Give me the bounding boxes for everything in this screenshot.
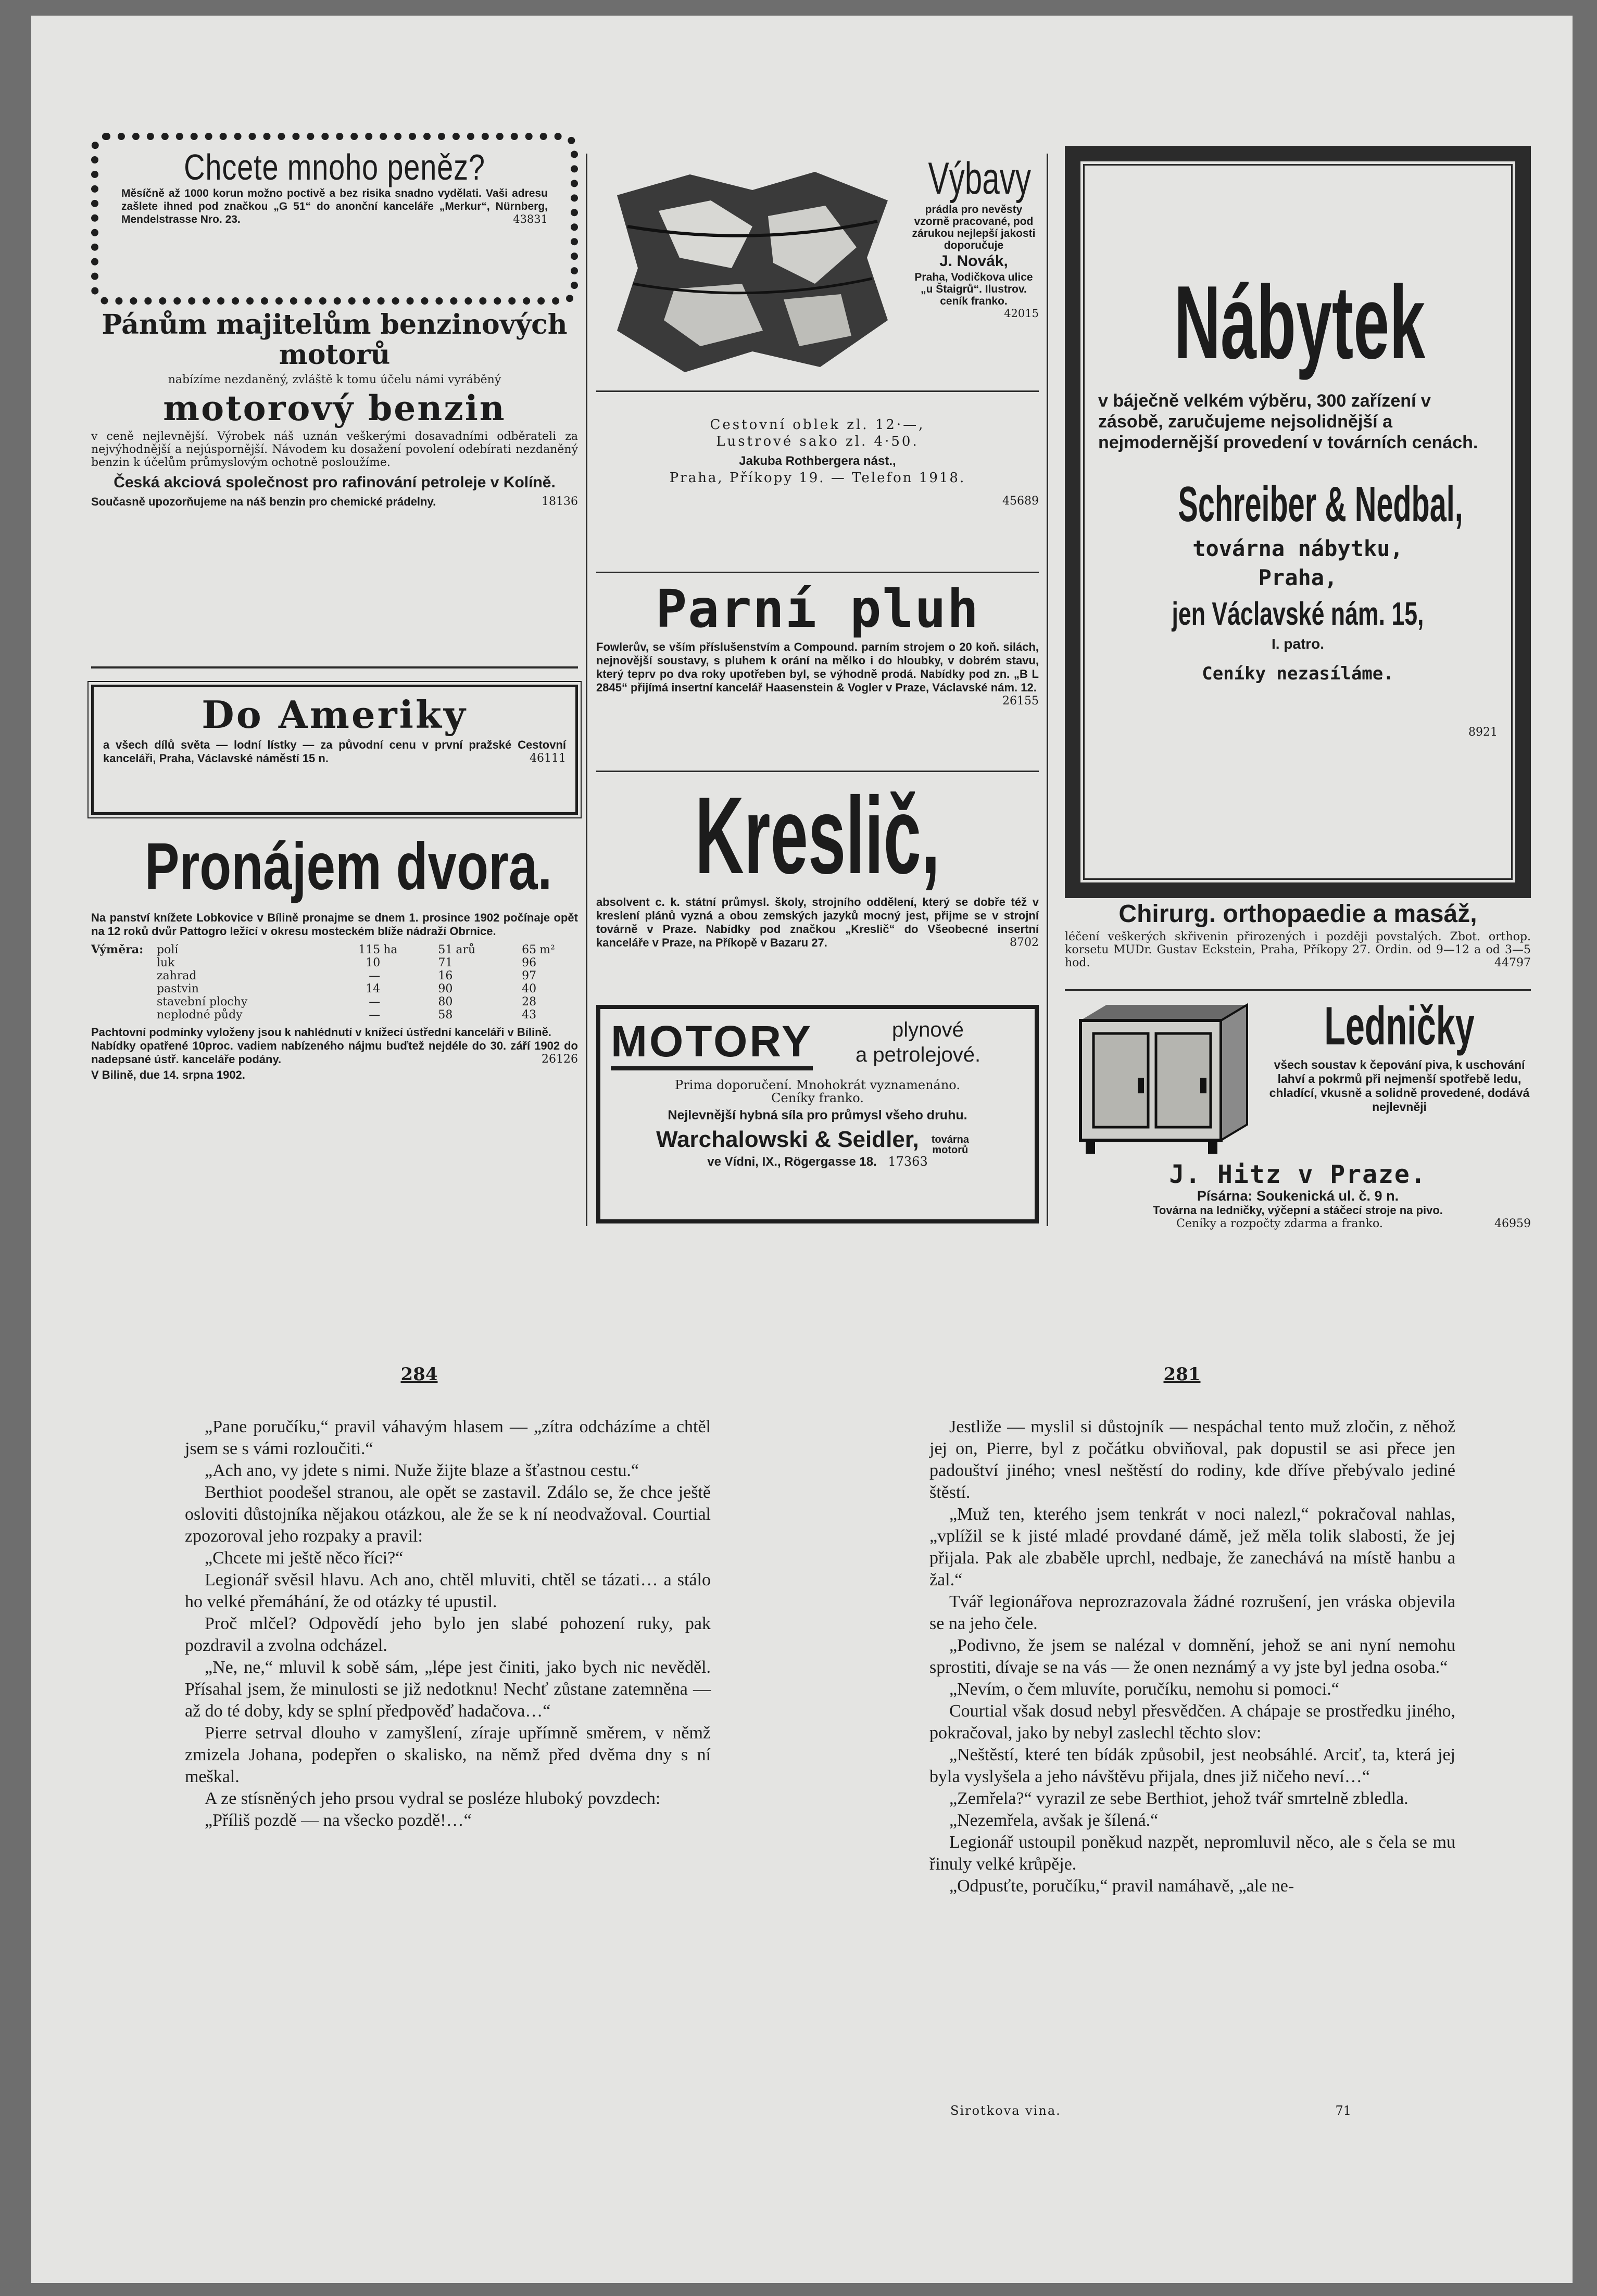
ad-motory-line1: Prima doporučení. Mnohokrát vyznamenáno. — [675, 1078, 960, 1092]
ad-nabytek-sub: továrna nábytku, — [1192, 536, 1403, 561]
ad-lednicky-shop: Písárna: Soukenická ul. č. 9 n. — [1197, 1188, 1399, 1204]
ad-lednicky — [1065, 994, 1531, 1230]
ad-dvur-row-name: luk — [157, 956, 175, 969]
ad-motory-title: MOTORY — [611, 1016, 813, 1070]
ad-dvur-label: Výměra: — [91, 943, 144, 956]
divider — [1065, 989, 1531, 991]
ad-dvur-cell — [456, 982, 503, 995]
paragraph: „Muž ten, kterého jsem tenkrát v noci nalezl,“ pokračoval nahlas, „vplížil se k jisté mladé provdané dámě, jež měla tolik slabosti, že jej přijala. Pak ale zbaběle uprchl, nedbaje, že zanechává na místě hanbu a žal.“ — [929, 1505, 1455, 1589]
ad-dvur-row-ha: 10 — [366, 956, 381, 969]
ad-vybavy-body: prádla pro nevěsty vzorně pracované, pod zárukou nejlepší jakosti doporučuje — [912, 204, 1036, 251]
ad-kreslic-title: Kreslič, — [695, 774, 940, 897]
ad-dvur-ref: 26126 — [542, 1053, 578, 1066]
ad-pluh-ref: 26155 — [1002, 695, 1039, 708]
ad-dvur-cell — [383, 995, 419, 1008]
ad-motory-box — [596, 1005, 1039, 1223]
ad-lednicky-company: J. Hitz v Praze. — [1169, 1160, 1427, 1189]
ad-benzin-company: Česká akciová společnost pro rafinování petroleje v Kolíně. — [114, 474, 556, 491]
ad-dvur-footer2: Nabídky opatřené 10proc. vadiem nabízeného nájmu buďtež nejdéle do 30. září 1902 do nadepsané ústř. kanceláře podány. — [91, 1039, 578, 1066]
ad-dvur-cell — [383, 956, 419, 969]
paragraph: Legionář svěsil hlavu. Ach ano, chtěl mluviti, chtěl se tázati… a stálo ho velké přemáhání, že od otázky té upustil. — [185, 1570, 711, 1611]
icebox-illustration — [1065, 1000, 1263, 1156]
ad-dvur-row-ha: 14 — [366, 982, 381, 995]
paragraph: Jestliže — myslil si důstojník — nespáchal tento muž zločin, z něhož jej on, Pierre, byl z počátku obviňoval, pak dopustil se asi přece jen padouštví jiného; vnesl neštěstí do rodiny, kde dříve přebývalo jediné štěstí. — [929, 1417, 1455, 1502]
paragraph: „Zemřela?“ vyrazil ze sebe Berthiot, jehož tvář smrtelně zbledla. — [949, 1789, 1409, 1808]
ad-dvur-row-m: 96 — [522, 956, 537, 969]
paragraph: A ze stísněných jeho prsou vydral se posléze hluboký povzdech: — [205, 1789, 661, 1808]
ad-dvur-row-ha: — — [369, 1008, 381, 1021]
ad-dvur-row — [91, 969, 578, 982]
ad-dvur-row — [91, 943, 578, 956]
ad-dvur-body: Na panství knížete Lobkovice v Bílině pronajme se dnem 1. prosince 1902 počínaje opět na 12 roků dvůr Pattogro ležící v okresu mosteckém blíže nádraží Obrnice. — [91, 911, 578, 938]
ad-kreslic-body: absolvent c. k. státní průmysl. školy, strojního oddělení, který se dobře též v kreslení plánů vyzná a obou zemských jazyků mocný jest, přijme se v strojní továrně v Praze. Nabídky pod značkou „Kreslič“ do Všeobecné insertní kanceláře v Praze, na Příkopě v Bazaru 27. — [596, 895, 1039, 949]
ad-dvur-cell — [456, 1008, 503, 1021]
paragraph: „Chcete mi ještě něco říci?“ — [205, 1548, 404, 1568]
ad-dvur-row-name: polí — [157, 943, 179, 956]
ad-chirurg — [1065, 898, 1531, 992]
ad-motory-line3: Nejlevnější hybná síla pro průmysl všeho druhu. — [668, 1108, 967, 1122]
ad-money-title: Chcete mnoho peněz? — [184, 147, 485, 187]
ad-dvur-cell — [91, 956, 157, 969]
ad-dvur-cell — [456, 956, 503, 969]
ad-dvur-cell — [91, 969, 157, 982]
ad-dvur-cell — [539, 969, 578, 982]
book-right-footer-title: Sirotkova vina. — [950, 2103, 1061, 2118]
ad-dvur-cell — [383, 982, 419, 995]
ad-oblek-ref: 45689 — [1002, 495, 1039, 508]
ad-motory-company: Warchalowski & Seidler, — [656, 1127, 919, 1152]
ad-dvur-cell — [456, 995, 503, 1008]
ad-dvur-cell — [456, 969, 503, 982]
ad-dvur-row-ha: 115 — [358, 943, 381, 956]
ad-lednicky-ref: 46959 — [1494, 1217, 1531, 1230]
ad-vybavy-addr: Praha, Vodičkova ulice „u Štaigrů“. Ilustrov. ceník franko. — [914, 271, 1033, 307]
ad-dvur-unit: arů — [456, 943, 476, 956]
paragraph: „Pane poručíku,“ pravil váhavým hlasem — „zítra odcházíme a chtěl jsem se s vámi rozloučiti.“ — [185, 1417, 711, 1458]
ad-dvur-unit: m² — [539, 943, 555, 956]
ad-benzin-body: v ceně nejlevnější. Výrobek náš uznán veškerými dosavadními odběrateli za nejvýhodnější a nejúspornější. Návodem ku dosažení povolení odebírati nezdaněný benzin k účelům průmyslovým ochotně posloužíme. — [91, 430, 578, 469]
ad-dvur-row-ar: 71 — [438, 956, 453, 969]
ad-dvur-row-ar: 58 — [438, 1008, 453, 1021]
ad-dvur-sign: V Bilině, due 14. srpna 1902. — [91, 1068, 245, 1081]
ad-money-body: Měsíčně až 1000 korun možno poctivě a bez risika snadno vydělati. Vaši adresu zašlete ihned pod značkou „G 51“ do anonční kanceláře „Merkur“, Nürnberg, Mendelstrasse Nro. 23. — [121, 187, 548, 225]
paragraph: „Ach ano, vy jdete s nimi. Nuže žijte blaze a šťastnou cestu.“ — [205, 1461, 639, 1480]
ad-motory-addr: ve Vídni, IX., Rögergasse 18. — [707, 1154, 877, 1169]
ad-dvur-cell — [539, 995, 578, 1008]
paragraph: „Neštěstí, které ten bídák způsobil, jest neobsáhlé. Arciť, ta, která jej byla vyslyšela a jeho návštěvu přijala, dnes již ničeho neví…“ — [929, 1745, 1455, 1786]
ad-benzin-title: Pánům majitelům benzinových motorů — [102, 309, 568, 371]
ad-dvur-row-ar: 80 — [438, 995, 453, 1008]
ad-oblek-line2: Lustrové sako zl. 4·50. — [716, 434, 919, 449]
paragraph: „Odpusťte, poručíku,“ pravil namáhavě, „ale ne- — [949, 1876, 1294, 1896]
ad-vybavy-title: Výbavy — [928, 154, 1031, 204]
book-left-text — [185, 1416, 711, 1832]
paragraph: Legionář ustoupil poněkud nazpět, nepromluvil něco, ale s čela se mu řinuly velké krůpěje. — [929, 1833, 1455, 1874]
ad-vybavy — [596, 154, 1039, 388]
ad-kreslic-ref: 8702 — [1010, 936, 1039, 949]
ad-chirurg-body: léčení veškerých skřivenin přirozených i později povstalých. Zbot. orthop. korsetu MUDr. Gustav Eckstein, Praha, Příkopy 27. Ordin. od 9—12 a od 3—5 hod. — [1065, 930, 1531, 969]
ad-pluh-title: Parní pluh — [655, 578, 980, 639]
ad-dvur-row — [91, 1008, 578, 1021]
ad-dvur-cell — [91, 982, 157, 995]
ad-dvur-row-m: 97 — [522, 969, 537, 982]
ad-dvur-row-name: pastvin — [157, 982, 199, 995]
ad-benzin — [91, 310, 578, 674]
ad-oblek-line1: Cestovní oblek zl. 12·—, — [710, 417, 925, 433]
paragraph: „Příliš pozdě — na všecko pozdě!…“ — [205, 1811, 472, 1830]
ad-dvur-cell — [539, 1008, 578, 1021]
ad-nabytek-addr: jen Václavské nám. 15, — [1172, 596, 1424, 632]
ad-dvur — [91, 828, 578, 1239]
ad-amerika-body: a všech dílů světa — lodní lístky — za původní cenu v první pražské Cestovní kanceláři, Praha, Václavské náměstí 15 n. — [103, 738, 566, 765]
ad-motory-sub1: plynové — [892, 1018, 964, 1041]
ad-dvur-row-ha: — — [369, 969, 381, 982]
book-left-page-number: 284 — [400, 1364, 438, 1385]
ad-nabytek-box — [1065, 146, 1531, 898]
ad-dvur-cell — [383, 969, 419, 982]
divider — [91, 666, 578, 668]
ad-dvur-row-name: stavební plochy — [157, 995, 248, 1008]
ad-dvur-row-ha: — — [369, 995, 381, 1008]
ad-dvur-row-m: 40 — [522, 982, 537, 995]
ad-nabytek-note: Ceníky nezasíláme. — [1202, 663, 1394, 684]
ad-dvur-title: Pronájem dvora. — [144, 829, 552, 904]
ad-nabytek-city: Praha, — [1258, 565, 1338, 590]
ad-chirurg-title: Chirurg. orthopaedie a masáž, — [1118, 900, 1477, 928]
column-rule — [1047, 154, 1048, 1226]
ad-dvur-row — [91, 956, 578, 969]
book-right-page-number: 281 — [1163, 1364, 1201, 1385]
divider — [596, 771, 1039, 772]
ad-dvur-cell — [383, 1008, 419, 1021]
ad-motory-ref: 17363 — [888, 1154, 928, 1169]
ad-dvur-cell — [91, 1008, 157, 1021]
ad-pluh — [596, 578, 1039, 771]
ad-motory-line2: Ceníky franko. — [771, 1091, 864, 1105]
ad-amerika-box — [91, 685, 578, 815]
column-rule — [586, 154, 587, 1226]
ad-vybavy-ref: 42015 — [1004, 307, 1039, 320]
ad-nabytek-body: v báječně velkém výběru, 300 zařízení v zásobě, zaručujeme nejsolidnější a nejmodernější provedení v továrních cenách. — [1098, 391, 1478, 452]
ad-dvur-footer1: Pachtovní podmínky vyloženy jsou k nahlédnutí v knížecí ústřední kanceláři v Bílině. — [91, 1026, 551, 1039]
ad-oblek-company: Jakuba Rothbergera nást., — [739, 454, 896, 468]
ad-benzin-intro: nabízíme nezdaněný, zvláště k tomu účelu námi vyráběný — [168, 373, 501, 386]
ad-dvur-row-name: zahrad — [157, 969, 197, 982]
ad-dvur-row-m: 43 — [522, 1008, 537, 1021]
ad-dvur-row-ar: 16 — [438, 969, 453, 982]
ad-benzin-product: motorový benzin — [163, 388, 506, 428]
paragraph: Pierre setrval dlouho v zamyšlení, zíraje upřímně směrem, v němž zmizela Johana, podepřen o skalisko, na němž před dvěma dny s ní meškal. — [185, 1723, 711, 1786]
ad-dvur-cell — [539, 982, 578, 995]
ad-benzin-ref: 18136 — [542, 495, 578, 508]
ad-pluh-body: Fowlerův, se vším příslušenstvím a Compound. parním strojem o 20 koň. silách, nejnovější soustavy, s pluhem k orání na mělko i do hloubky, v dobrém stavu, který teprv po dva roky upotřeben byl, se výhodně prodá. Nabídky pod zn. „B L 2845“ přijímá insertní kancelář Haasenstein & Vogler v Praze, Václavské nám. 12. — [596, 640, 1039, 694]
paragraph: Tvář legionářova neprozrazovala žádné rozrušení, jen vráska objevila se na jeho čele. — [929, 1592, 1455, 1633]
ad-chirurg-ref: 44797 — [1494, 956, 1531, 969]
paragraph: „Nezemřela, avšak je šílená.“ — [949, 1811, 1159, 1830]
ad-money-ref: 43831 — [513, 213, 548, 225]
ad-kreslic — [596, 776, 1039, 994]
ad-dvur-row-m: 65 — [522, 943, 537, 956]
paragraph: „Ne, ne,“ mluvil k sobě sám, „lépe jest činiti, jako bych nic nevěděl. Přísahal jsem, že minulosti se již nedotknu! Nechť zůstane zatemněna — až do té doby, kdy se splní předpověď hadačova…“ — [185, 1658, 711, 1721]
ad-motory-sub2: a petrolejové. — [856, 1043, 981, 1066]
ad-nabytek-company: Schreiber & Nedbal, — [1178, 476, 1463, 532]
divider — [596, 390, 1039, 392]
ad-amerika-title: Do Ameriky — [202, 692, 468, 737]
ad-lednicky-factory: Továrna na ledničky, výčepní a stáčecí stroje na pivo. — [1153, 1204, 1443, 1217]
ad-dvur-cell — [91, 995, 157, 1008]
newspaper-page — [31, 16, 1573, 2283]
ad-dvur-unit: ha — [383, 943, 398, 956]
ad-amerika-ref: 46111 — [530, 752, 566, 765]
ad-oblek-addr: Praha, Příkopy 19. — Telefon 1918. — [669, 470, 966, 486]
ad-nabytek-floor: I. patro. — [1271, 636, 1325, 652]
ad-dvur-table — [91, 943, 578, 1021]
ad-lednicky-title: Ledničky — [1324, 996, 1475, 1056]
paragraph: „Nevím, o čem mluvíte, poručíku, nemohu si pomoci.“ — [949, 1680, 1339, 1699]
ad-nabytek-title: Nábytek — [1174, 264, 1426, 381]
ad-benzin-note: Současně upozorňujeme na náš benzin pro chemické prádelny. — [91, 495, 436, 508]
ad-motory-tag: továrna motorů — [931, 1133, 969, 1156]
ad-dvur-row-ar: 51 — [438, 943, 453, 956]
ad-money-box — [91, 133, 578, 305]
ad-dvur-row-ar: 90 — [438, 982, 453, 995]
book-right-footer-num: 71 — [1335, 2103, 1351, 2118]
ad-vybavy-name: J. Novák, — [939, 253, 1008, 270]
ad-dvur-row-m: 28 — [522, 995, 537, 1008]
ad-dvur-row — [91, 995, 578, 1008]
book-right-text — [929, 1416, 1455, 1897]
ad-lednicky-body: všech soustav k čepování piva, k uschování lahví a pokrmů při nejmenší spotřebě ledu, chladící, vkusně a solidně provedené, dodává nejlevněji — [1269, 1058, 1530, 1114]
ad-lednicky-note: Ceníky a rozpočty zdarma a franko. — [1176, 1217, 1383, 1230]
ad-nabytek-ref: 8921 — [1468, 726, 1498, 739]
lingerie-illustration — [596, 164, 903, 383]
ad-dvur-cell — [539, 956, 578, 969]
paragraph: Berthiot poodešel stranou, ale opět se zastavil. Zdálo se, že chce ještě osloviti důstojníka nějakou otázkou, ale že se k ní neodvažoval. Courtial zpozoroval jeho rozpaky a pravil: — [185, 1483, 711, 1546]
paragraph: Courtial však dosud nebyl přesvědčen. A chápaje se prostředku jiného, pokračoval, jako by nebyl zaslechl těchto slov: — [929, 1701, 1455, 1743]
ad-dvur-row-name: neplodné půdy — [157, 1008, 243, 1021]
ad-oblek — [596, 417, 1039, 567]
paragraph: Proč mlčel? Odpovědí jeho bylo jen slabé pohození ruky, pak pozdravil a zvolna odcházel. — [185, 1614, 711, 1655]
paragraph: „Podivno, že jsem se nalézal v domnění, jehož se ani nyní nemohu sprostiti, dívaje se na vás — že onen neznámý a vy jste byl jedna osoba.“ — [929, 1636, 1455, 1677]
ad-dvur-row — [91, 982, 578, 995]
divider — [596, 572, 1039, 573]
